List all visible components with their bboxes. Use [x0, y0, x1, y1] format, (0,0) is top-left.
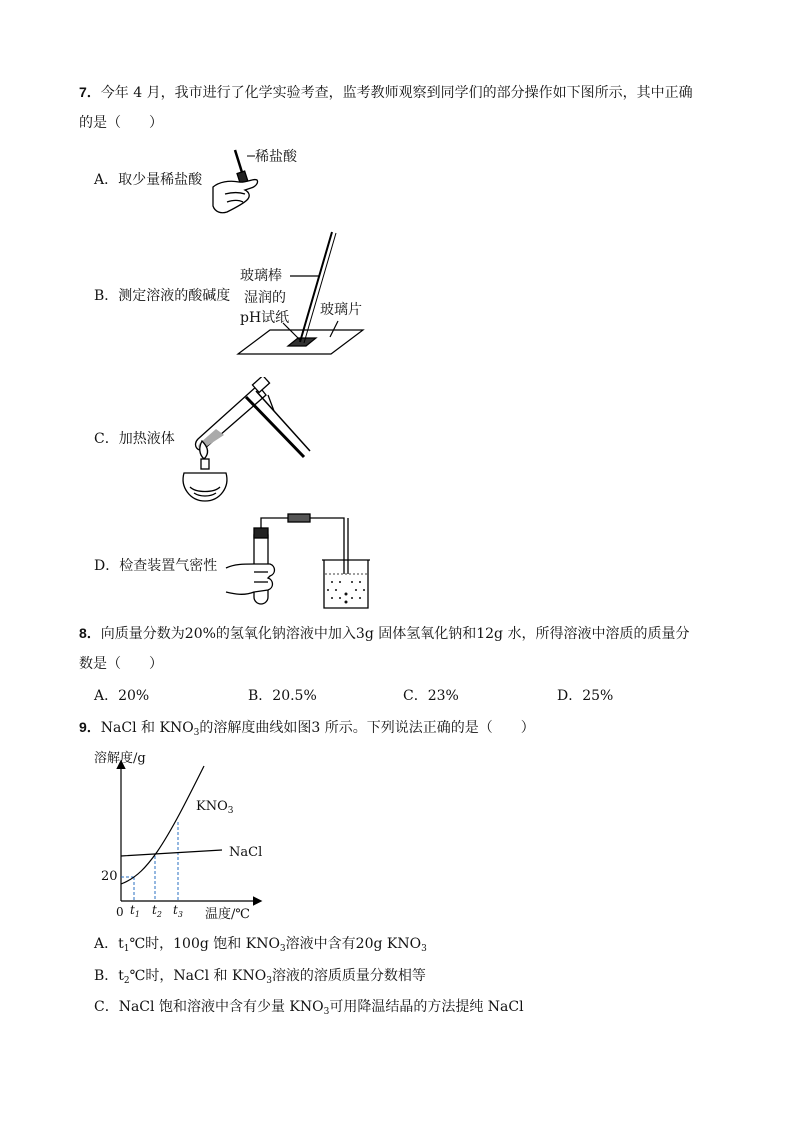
q9-stem: 9．NaCl 和 $KNO_3$的溶解度曲线如图3 所示。下列说法正确的是（ ）: [79, 719, 535, 738]
q7-option-d-figure: [224, 512, 374, 612]
chart-xtick-t2: $t_2$: [152, 903, 162, 919]
q8-stem-line1: [79, 623, 689, 644]
q7-stem-text: 今年 4 月，我市进行了化学实验考查，监考教师观察到同学们的部分操作如下图所示，其中正确: [100, 85, 693, 101]
q7-b-glass-label: 玻璃片: [320, 302, 362, 318]
q7-option-c-figure: [176, 377, 311, 507]
q7-option-b-figure: [228, 226, 368, 361]
q7-option-b-label[interactable]: B．测定溶液的酸碱度: [94, 288, 231, 304]
q9-option-a[interactable]: A．$t_1℃$时，100g 饱和 $KNO_3$溶液中含有20g $KNO_3$: [94, 936, 427, 954]
q7-b-paper-label-1: 湿润的: [244, 290, 286, 306]
q7-option-a-label[interactable]: A．取少量稀盐酸: [94, 172, 203, 188]
chart-series-kno3: [121, 766, 204, 884]
q8-option-b[interactable]: B．20.5%: [248, 688, 317, 704]
q7-stem-line2: 的是（ ）: [79, 115, 163, 131]
q7-b-rod-label: 玻璃棒: [240, 268, 282, 284]
q7-option-d-label[interactable]: D．检查装置气密性: [94, 558, 218, 574]
q7-a-figure-text: 稀盐酸: [255, 149, 297, 165]
solubility-chart: [92, 744, 272, 924]
q9-option-b[interactable]: B．$t_2℃$时，NaCl 和 $KNO_3$溶液的溶质质量分数相等: [94, 968, 426, 986]
q8-stem-text: 向质量分数为20%的氢氧化钠溶液中加入3g 固体氢氧化钠和12g 水，所得溶液中溶质的质量分: [100, 626, 690, 642]
q7-option-a-figure: [205, 142, 315, 217]
chart-xtick-t3: $t_3$: [173, 903, 183, 919]
chart-series-nacl: [121, 850, 222, 856]
q7-option-c-label[interactable]: C．加热液体: [94, 431, 175, 447]
q7-b-paper-label-2: pH试纸: [240, 310, 290, 326]
chart-origin: 0: [116, 905, 124, 919]
q9-number: 9．: [79, 719, 101, 735]
q7-number: 7．: [79, 84, 101, 100]
chart-xlabel: 温度/℃: [205, 907, 250, 922]
q8-option-a[interactable]: A．20%: [94, 688, 150, 704]
q9-option-c[interactable]: C．NaCl 饱和溶液中含有少量 $KNO_3$可用降温结晶的方法提纯 NaCl: [94, 999, 524, 1017]
q8-option-c[interactable]: C．23%: [403, 688, 459, 704]
chart-label-nacl: NaCl: [229, 845, 263, 860]
q8-number: 8．: [79, 625, 101, 641]
chart-label-kno3: $KNO_3$: [196, 799, 234, 816]
chart-xtick-t1: $t_1$: [130, 903, 140, 919]
q7-stem-line1: [79, 82, 693, 103]
chart-ytick-20: 20: [101, 869, 118, 884]
chart-ylabel: 溶解度/g: [94, 751, 146, 766]
q8-option-d[interactable]: D．25%: [557, 688, 614, 704]
q8-stem-line2: 数是（ ）: [79, 656, 163, 672]
